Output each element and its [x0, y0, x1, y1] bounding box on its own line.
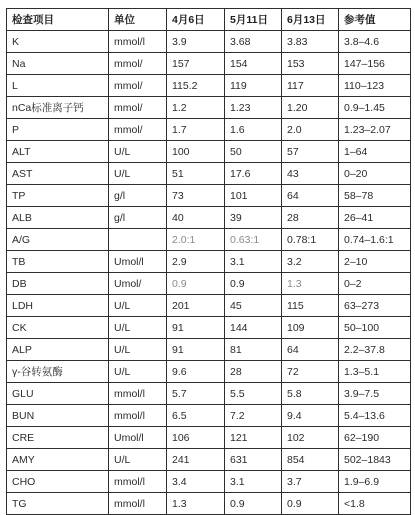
reference-cell: 1.23–2.07 [339, 119, 411, 141]
item-cell: CHO [7, 471, 109, 493]
reference-cell: 1–64 [339, 141, 411, 163]
value-cell: 17.6 [225, 163, 282, 185]
value-cell: 1.2 [167, 97, 225, 119]
value-cell: 7.2 [225, 405, 282, 427]
table-row [7, 405, 411, 427]
table-row [7, 471, 411, 493]
reference-cell: 502–1843 [339, 449, 411, 471]
item-cell: L [7, 75, 109, 97]
value-cell: 3.9 [167, 31, 225, 53]
item-cell: Na [7, 53, 109, 75]
value-cell: 81 [225, 339, 282, 361]
unit-cell: U/L [109, 141, 167, 163]
value-cell: 631 [225, 449, 282, 471]
value-cell: 144 [225, 317, 282, 339]
item-cell: LDH [7, 295, 109, 317]
reference-cell: <1.8 [339, 493, 411, 515]
value-cell: 3.83 [282, 31, 339, 53]
value-cell: 1.20 [282, 97, 339, 119]
table-header-row [7, 9, 411, 31]
unit-cell: mmol/l [109, 493, 167, 515]
value-cell: 0.9 [282, 493, 339, 515]
value-cell: 3.2 [282, 251, 339, 273]
item-cell: ALT [7, 141, 109, 163]
value-cell: 2.0 [282, 119, 339, 141]
reference-cell: 1.9–6.9 [339, 471, 411, 493]
value-cell: 9.6 [167, 361, 225, 383]
value-cell: 154 [225, 53, 282, 75]
unit-cell: Umol/l [109, 427, 167, 449]
value-cell: 0.9 [225, 493, 282, 515]
item-cell: K [7, 31, 109, 53]
item-cell: ALB [7, 207, 109, 229]
value-cell: 72 [282, 361, 339, 383]
reference-cell: 5.4–13.6 [339, 405, 411, 427]
value-cell: 57 [282, 141, 339, 163]
table-row [7, 75, 411, 97]
value-cell: 45 [225, 295, 282, 317]
unit-cell: g/l [109, 207, 167, 229]
table-row [7, 185, 411, 207]
value-cell: 100 [167, 141, 225, 163]
column-header-date-1: 4月6日 [167, 9, 225, 31]
table-row [7, 53, 411, 75]
value-cell: 43 [282, 163, 339, 185]
value-cell: 5.7 [167, 383, 225, 405]
item-cell: AST [7, 163, 109, 185]
reference-cell: 2–10 [339, 251, 411, 273]
unit-cell: mmol/ [109, 53, 167, 75]
item-cell: BUN [7, 405, 109, 427]
item-cell: nCa标准离子钙 [7, 97, 109, 119]
value-cell: 3.7 [282, 471, 339, 493]
value-cell: 6.5 [167, 405, 225, 427]
value-cell: 1.7 [167, 119, 225, 141]
value-cell: 106 [167, 427, 225, 449]
unit-cell: U/L [109, 339, 167, 361]
value-cell: 5.8 [282, 383, 339, 405]
unit-cell: mmol/ [109, 97, 167, 119]
unit-cell: U/L [109, 295, 167, 317]
reference-cell: 0–2 [339, 273, 411, 295]
unit-cell: U/L [109, 317, 167, 339]
reference-cell: 63–273 [339, 295, 411, 317]
reference-cell: 1.3–5.1 [339, 361, 411, 383]
table-row [7, 251, 411, 273]
value-cell: 117 [282, 75, 339, 97]
reference-cell: 110–123 [339, 75, 411, 97]
value-cell: 73 [167, 185, 225, 207]
value-cell: 9.4 [282, 405, 339, 427]
value-cell: 50 [225, 141, 282, 163]
reference-cell: 0–20 [339, 163, 411, 185]
column-header-unit: 单位 [109, 9, 167, 31]
value-cell: 3.1 [225, 251, 282, 273]
table-row [7, 141, 411, 163]
table-row [7, 493, 411, 515]
value-cell: 115.2 [167, 75, 225, 97]
value-cell: 0.78:1 [282, 229, 339, 251]
item-cell: ALP [7, 339, 109, 361]
value-cell: 1.23 [225, 97, 282, 119]
item-cell: AMY [7, 449, 109, 471]
value-cell: 153 [282, 53, 339, 75]
reference-cell: 3.9–7.5 [339, 383, 411, 405]
item-cell: CRE [7, 427, 109, 449]
value-cell: 854 [282, 449, 339, 471]
column-header-date-2: 5月11日 [225, 9, 282, 31]
lab-results-table [6, 8, 411, 515]
value-cell: 1.6 [225, 119, 282, 141]
table-row [7, 207, 411, 229]
value-cell: 64 [282, 339, 339, 361]
table-row [7, 97, 411, 119]
value-cell: 28 [282, 207, 339, 229]
unit-cell: U/L [109, 163, 167, 185]
value-cell: 39 [225, 207, 282, 229]
reference-cell: 50–100 [339, 317, 411, 339]
table-row [7, 295, 411, 317]
value-cell: 102 [282, 427, 339, 449]
value-cell: 3.68 [225, 31, 282, 53]
value-cell: 3.1 [225, 471, 282, 493]
value-cell: 201 [167, 295, 225, 317]
value-cell: 101 [225, 185, 282, 207]
unit-cell: mmol/l [109, 31, 167, 53]
column-header-item: 检查项目 [7, 9, 109, 31]
reference-cell: 26–41 [339, 207, 411, 229]
item-cell: TB [7, 251, 109, 273]
column-header-reference: 参考值 [339, 9, 411, 31]
value-cell: 2.0:1 [167, 229, 225, 251]
unit-cell: Umol/ [109, 273, 167, 295]
item-cell: TG [7, 493, 109, 515]
unit-cell: U/L [109, 361, 167, 383]
value-cell: 91 [167, 317, 225, 339]
table-row [7, 317, 411, 339]
value-cell: 157 [167, 53, 225, 75]
table-row [7, 163, 411, 185]
value-cell: 64 [282, 185, 339, 207]
table-row [7, 383, 411, 405]
unit-cell: Umol/l [109, 251, 167, 273]
unit-cell: mmol/ [109, 75, 167, 97]
item-cell: γ-谷转氨酶 [7, 361, 109, 383]
value-cell: 3.4 [167, 471, 225, 493]
unit-cell: g/l [109, 185, 167, 207]
reference-cell: 62–190 [339, 427, 411, 449]
item-cell: GLU [7, 383, 109, 405]
unit-cell: mmol/l [109, 405, 167, 427]
unit-cell [109, 229, 167, 251]
value-cell: 1.3 [282, 273, 339, 295]
value-cell: 0.9 [167, 273, 225, 295]
item-cell: A/G [7, 229, 109, 251]
value-cell: 91 [167, 339, 225, 361]
reference-cell: 3.8–4.6 [339, 31, 411, 53]
reference-cell: 0.9–1.45 [339, 97, 411, 119]
table-row [7, 119, 411, 141]
value-cell: 0.63:1 [225, 229, 282, 251]
item-cell: CK [7, 317, 109, 339]
value-cell: 121 [225, 427, 282, 449]
unit-cell: mmol/l [109, 383, 167, 405]
value-cell: 241 [167, 449, 225, 471]
value-cell: 2.9 [167, 251, 225, 273]
unit-cell: U/L [109, 449, 167, 471]
table-row [7, 427, 411, 449]
value-cell: 109 [282, 317, 339, 339]
reference-cell: 147–156 [339, 53, 411, 75]
unit-cell: mmol/ [109, 119, 167, 141]
item-cell: DB [7, 273, 109, 295]
table-row [7, 229, 411, 251]
table-row [7, 361, 411, 383]
item-cell: TP [7, 185, 109, 207]
table-row [7, 339, 411, 361]
reference-cell: 2.2–37.8 [339, 339, 411, 361]
column-header-date-3: 6月13日 [282, 9, 339, 31]
table-row [7, 273, 411, 295]
value-cell: 51 [167, 163, 225, 185]
value-cell: 119 [225, 75, 282, 97]
table-body [7, 31, 411, 515]
table-row [7, 449, 411, 471]
value-cell: 1.3 [167, 493, 225, 515]
unit-cell: mmol/l [109, 471, 167, 493]
reference-cell: 0.74–1.6:1 [339, 229, 411, 251]
value-cell: 0.9 [225, 273, 282, 295]
table-row [7, 31, 411, 53]
item-cell: P [7, 119, 109, 141]
reference-cell: 58–78 [339, 185, 411, 207]
value-cell: 5.5 [225, 383, 282, 405]
value-cell: 40 [167, 207, 225, 229]
value-cell: 28 [225, 361, 282, 383]
value-cell: 115 [282, 295, 339, 317]
